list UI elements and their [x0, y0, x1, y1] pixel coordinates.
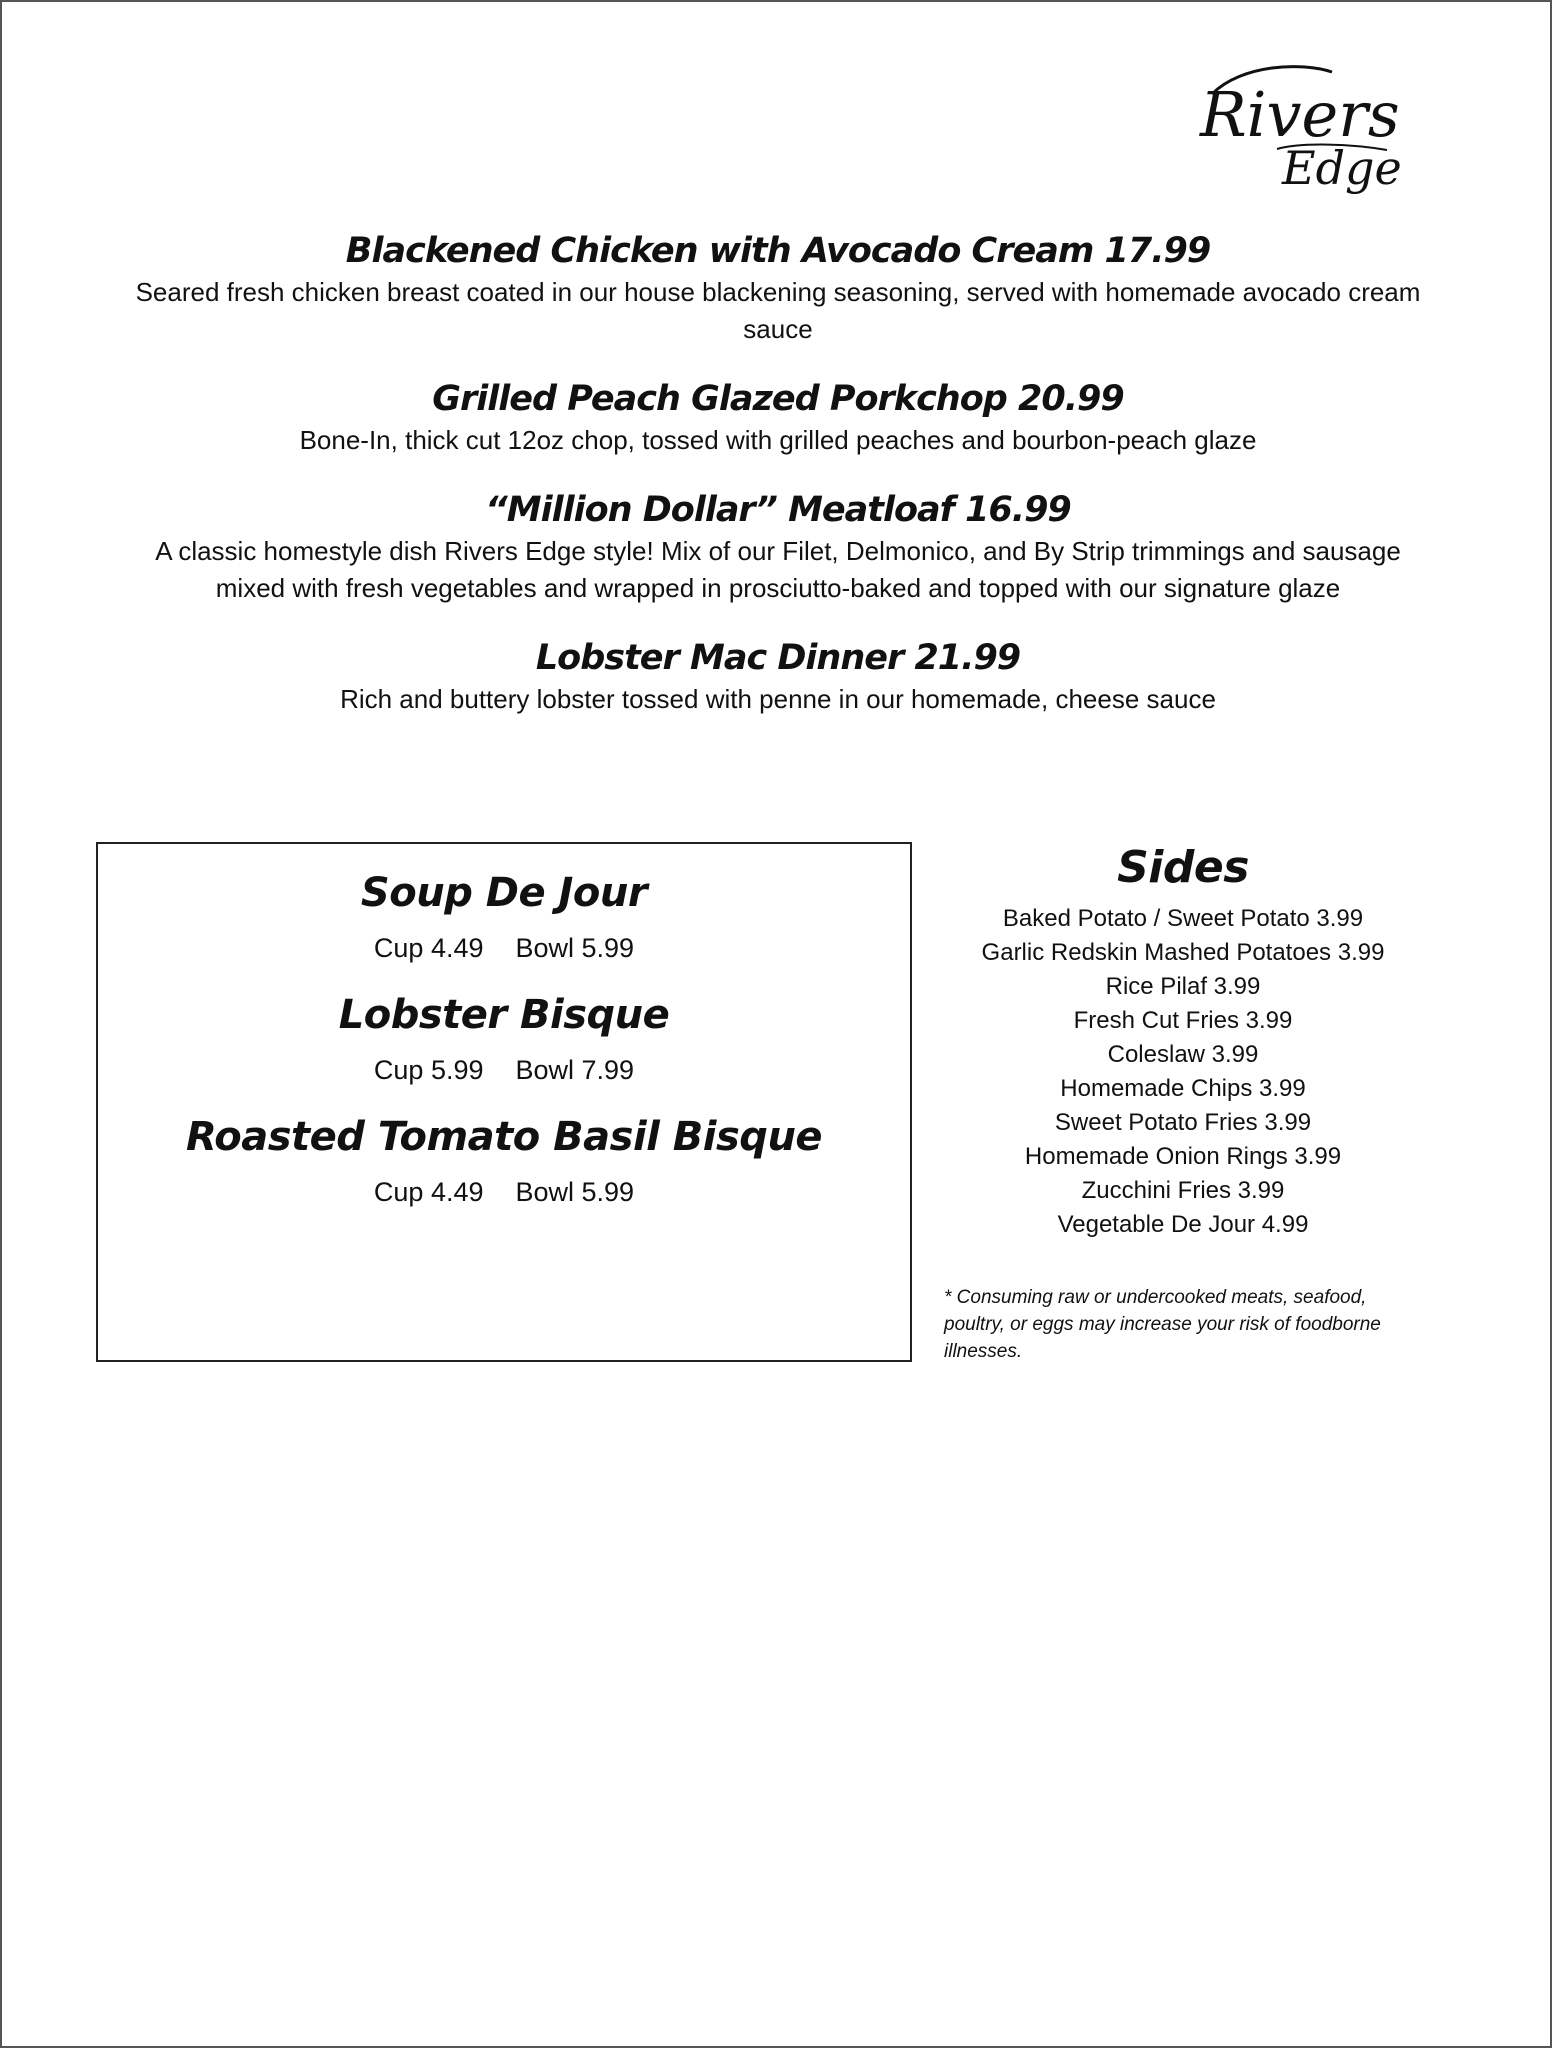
food-safety-disclaimer: * Consuming raw or undercooked meats, seafood, poultry, or eggs may increase your risk of foodborne illnesses. — [944, 1287, 1381, 1362]
entree-item — [62, 230, 1494, 348]
entree-description: Bone-In, thick cut 12oz chop, tossed with grilled peaches and bourbon-peach glaze — [299, 425, 1257, 455]
soup-name: Roasted Tomato Basil Bisque — [185, 1114, 823, 1160]
entree-item — [62, 378, 1494, 459]
soup-prices — [98, 928, 910, 968]
side-item: Homemade Chips 3.99 — [1060, 1075, 1306, 1102]
entree-title: Blackened Chicken with Avocado Cream 17.99 — [345, 231, 1211, 271]
entree-title: “Million Dollar” Meatloaf 16.99 — [485, 490, 1071, 530]
soup-item — [98, 864, 910, 968]
side-item: Rice Pilaf 3.99 — [1105, 973, 1261, 1000]
soup-cup-price: Cup 5.99 — [373, 1055, 484, 1085]
entree-description: Rich and buttery lobster tossed with penne in our homemade, cheese sauce — [340, 684, 1216, 714]
side-item: Coleslaw 3.99 — [1107, 1041, 1259, 1068]
logo-line2: Edge — [1282, 141, 1402, 195]
soup-item — [98, 986, 910, 1090]
soup-item — [98, 1108, 910, 1212]
soup-prices — [98, 1172, 910, 1212]
soup-name: Soup De Jour — [360, 870, 648, 916]
logo-line1: Rivers — [1200, 78, 1400, 151]
sides-list — [938, 902, 1428, 1242]
side-item: Fresh Cut Fries 3.99 — [1073, 1007, 1293, 1034]
soup-bowl-price: Bowl 5.99 — [515, 1177, 635, 1207]
side-item: Sweet Potato Fries 3.99 — [1054, 1109, 1312, 1136]
soup-bowl-price: Bowl 5.99 — [515, 933, 635, 963]
soup-box — [96, 842, 912, 1362]
sides-title: Sides — [1117, 842, 1249, 893]
side-item: Baked Potato / Sweet Potato 3.99 — [1002, 905, 1364, 932]
entrees-section — [62, 230, 1494, 748]
entree-description: A classic homestyle dish Rivers Edge style! Mix of our Filet, Delmonico, and By Strip trimmings and sausage mixed with fresh vegetables and wrapped in prosciutto-baked and topped with our signature glaze — [155, 536, 1401, 603]
soup-bowl-price: Bowl 7.99 — [515, 1055, 635, 1085]
logo-script — [1182, 54, 1422, 204]
sides-section — [938, 840, 1428, 1242]
side-item: Homemade Onion Rings 3.99 — [1024, 1143, 1342, 1170]
rivers-edge-logo — [1182, 54, 1422, 204]
soup-prices — [98, 1050, 910, 1090]
soup-cup-price: Cup 4.49 — [373, 933, 484, 963]
entree-item — [62, 637, 1494, 718]
side-item: Zucchini Fries 3.99 — [1081, 1177, 1285, 1204]
soup-name: Lobster Bisque — [338, 992, 670, 1038]
side-item: Vegetable De Jour 4.99 — [1057, 1211, 1309, 1238]
entree-description: Seared fresh chicken breast coated in our house blackening seasoning, served with homemade avocado cream sauce — [135, 277, 1421, 344]
soup-cup-price: Cup 4.49 — [373, 1177, 484, 1207]
entree-item — [62, 489, 1494, 607]
entree-title: Lobster Mac Dinner 21.99 — [535, 638, 1021, 678]
entree-title: Grilled Peach Glazed Porkchop 20.99 — [432, 379, 1124, 419]
side-item: Garlic Redskin Mashed Potatoes 3.99 — [981, 939, 1385, 966]
